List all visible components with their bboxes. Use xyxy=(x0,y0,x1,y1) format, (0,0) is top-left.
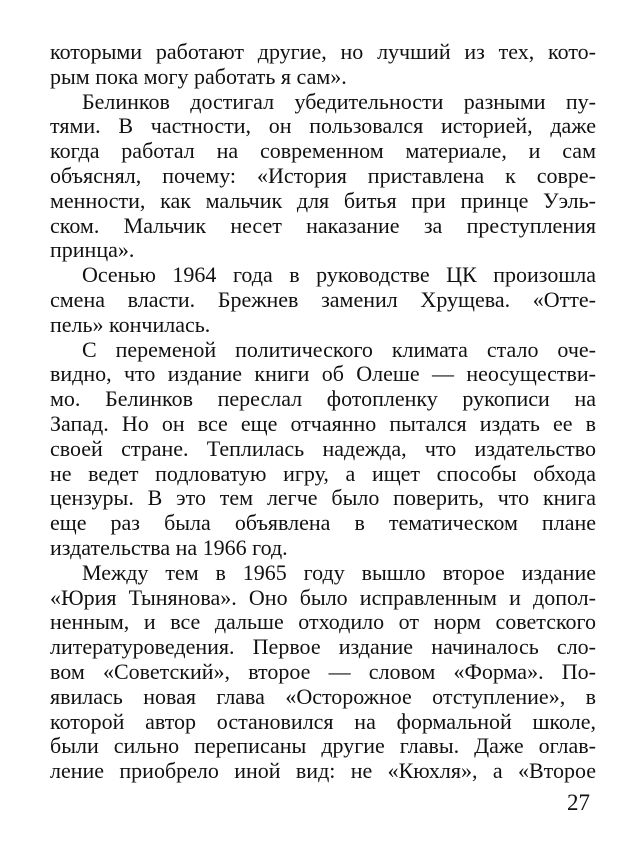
text-line: смена власти. Брежнев заменил Хрущева. «Отте- xyxy=(50,287,596,312)
text-line: которой автор остановился на формальной школе, xyxy=(50,709,596,734)
text-line: своей стране. Теплилась надежда, что издательство xyxy=(50,436,596,461)
text-line: были сильно переписаны другие главы. Даже оглав- xyxy=(50,734,596,759)
page-number: 27 xyxy=(567,790,590,815)
text-line: которыми работают другие, но лучший из тех, кото- xyxy=(50,40,596,64)
text-line: видно, что издание книги об Олеше — неосуществи- xyxy=(50,362,596,387)
text-line: менности, как мальчик для битья при принце Уэль- xyxy=(50,188,596,213)
text-line: объяснял, почему: «История приставлена к совре- xyxy=(50,163,596,188)
text-line: издательства на 1966 год. xyxy=(50,535,288,560)
text-line: вом «Советский», второе — словом «Форма». По- xyxy=(50,659,596,684)
text-line: цензуры. В это тем легче было поверить, что книга xyxy=(50,486,596,511)
text-line: когда работал на современном материале, и сам xyxy=(50,139,596,164)
text-line: тями. В частности, он пользовался историей, даже xyxy=(50,114,596,139)
text-line: рым пока могу работать я сам». xyxy=(50,64,347,89)
text-line: С переменой политического климата стало оче- xyxy=(82,337,596,362)
text-line: Осенью 1964 года в руководстве ЦК произошла xyxy=(82,263,596,288)
text-line: ненным, и все дальше отходило от норм советского xyxy=(50,610,596,635)
text-line: еще раз была объявлена в тематическом плане xyxy=(50,511,596,536)
text-line: принца». xyxy=(50,238,135,263)
text-line: не ведет подловатую игру, а ищет способы обхода xyxy=(50,461,596,486)
text-line: ском. Мальчик несет наказание за преступления xyxy=(50,213,596,238)
text-line: литературоведения. Первое издание начиналось сло- xyxy=(50,635,596,660)
text-line: пель» кончилась. xyxy=(50,312,211,337)
text-line: ление приобрело иной вид: не «Кюхля», а «Второе xyxy=(50,759,596,784)
text-line: «Юрия Тынянова». Оно было исправленным и допол- xyxy=(50,585,596,610)
text-line: Между тем в 1965 году вышло второе издание xyxy=(82,560,596,585)
text-line: мо. Белинков переслал фотопленку рукописи на xyxy=(50,387,596,412)
text-line: явилась новая глава «Осторожное отступление», в xyxy=(50,684,596,709)
text-line: Белинков достигал убедительности разными пу- xyxy=(82,89,596,114)
text-line: Запад. Но он все еще отчаянно пытался издать ее в xyxy=(50,411,596,436)
page-body xyxy=(50,40,596,784)
